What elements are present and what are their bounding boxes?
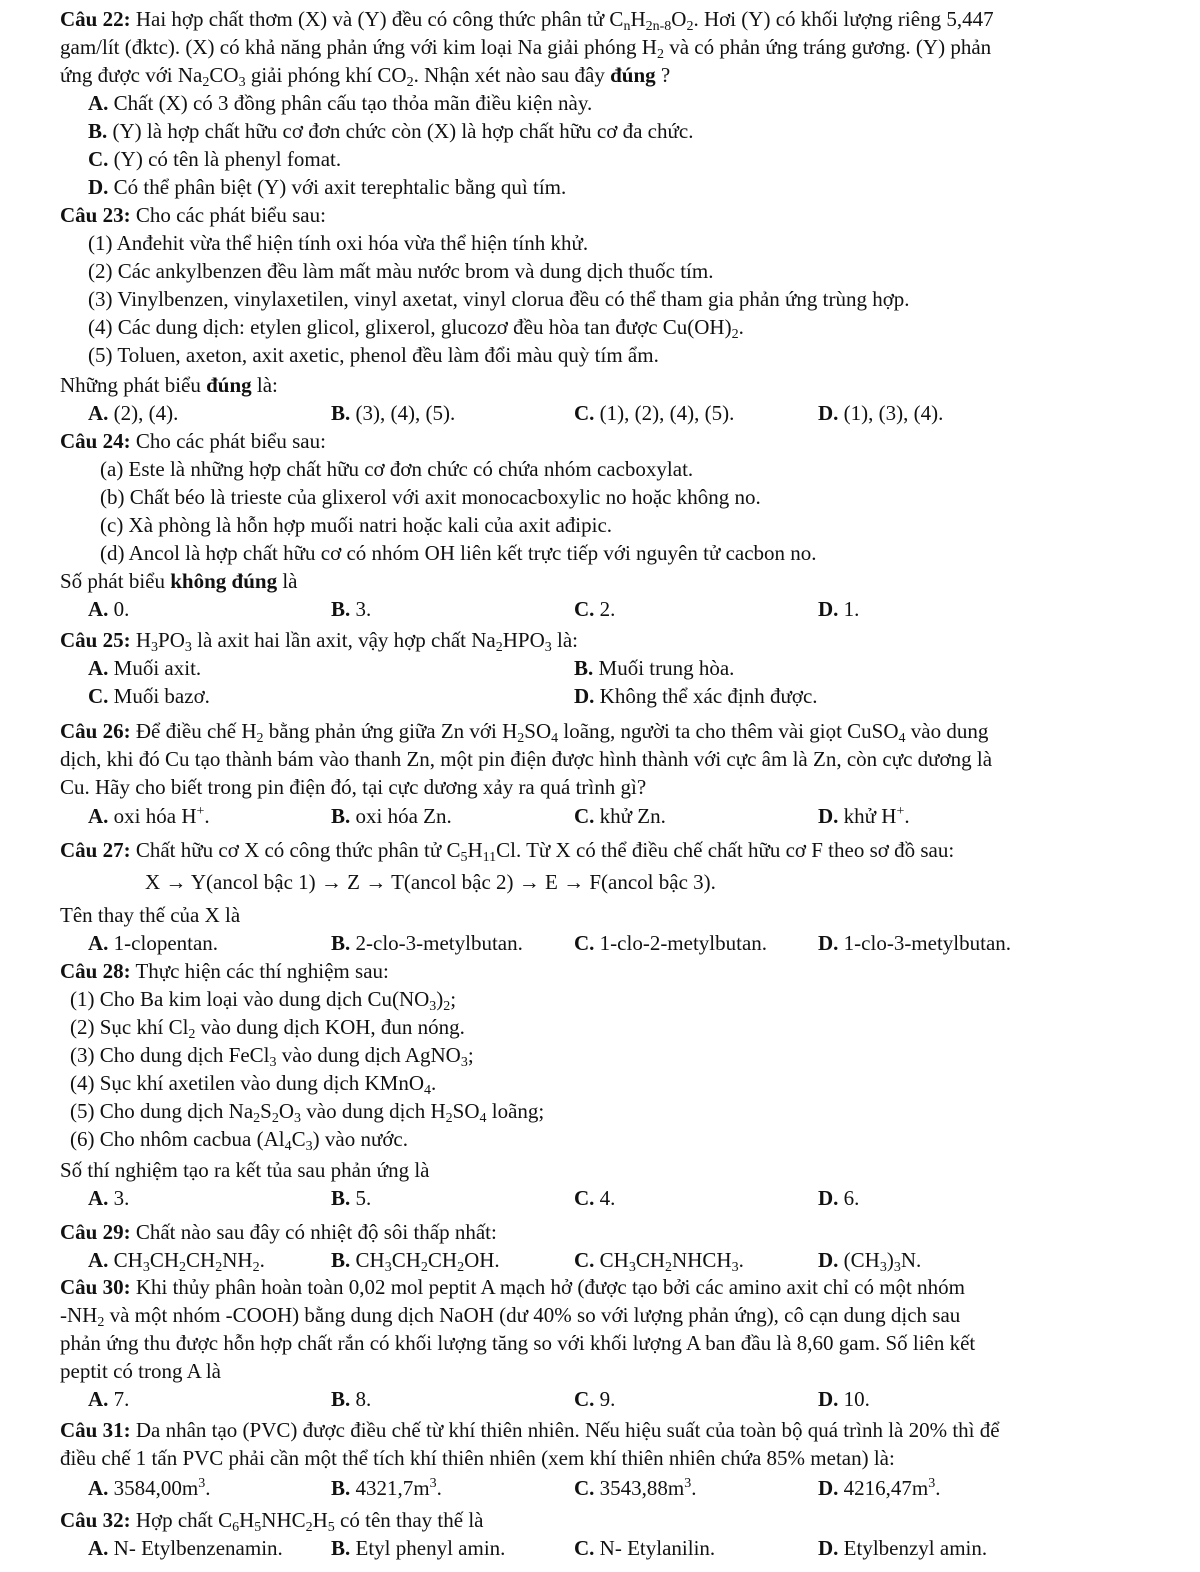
question-23-statement-1: (1) Anđehit vừa thể hiện tính oxi hóa vừa thể hiện tính khử. — [88, 231, 589, 255]
question-26-line-2: dịch, khi đó Cu tạo thành bám vào thanh Zn, một pin điện được hình thành với cực âm là Zn, còn cực dương là — [60, 747, 993, 771]
question-label: Câu 25: — [60, 628, 131, 652]
question-31-option-c[interactable]: C. $3543,88m^3$. — [574, 1476, 697, 1500]
question-25-option-a[interactable]: A. Muối axit. — [88, 656, 202, 680]
question-22-option-c[interactable]: C. (Y) có tên là phenyl fomat. — [88, 147, 342, 171]
question-label: Câu 22: — [60, 7, 131, 31]
question-label: Câu 30: — [60, 1275, 131, 1299]
question-label: Câu 27: — [60, 838, 131, 862]
question-28-statement-4: (4) Sục khí axetilen vào dung dịch KMnO$_4$. — [70, 1071, 437, 1098]
question-28-statement-5: (5) Cho dung dịch $Na_2S_2O_3$ vào dung dịch $H_2SO_4$ loãng; — [70, 1099, 545, 1126]
question-24-prompt: Số phát biểu không đúng là — [60, 569, 298, 593]
question-label: Câu 29: — [60, 1220, 131, 1244]
question-28-option-d[interactable]: D. 6. — [818, 1186, 860, 1210]
question-26-line-1: Câu 26: Để điều chế $H_2$ bằng phản ứng giữa Zn với $H_2SO_4$ loãng, người ta cho thêm vài giọt CuSO$_4$ vào dung — [60, 719, 989, 746]
question-29-option-c[interactable]: C. $CH_3CH_2NHCH_3$. — [574, 1248, 744, 1275]
question-29-option-a[interactable]: A. $CH_3CH_2CH_2NH_2$. — [88, 1248, 265, 1275]
question-31-line-2: điều chế 1 tấn PVC phải cần một thể tích khí thiên nhiên (xem khí thiên nhiên chứa 85% metan) là: — [60, 1446, 895, 1470]
question-28-prompt: Số thí nghiệm tạo ra kết tủa sau phản ứng là — [60, 1158, 430, 1182]
question-26-line-3: Cu. Hãy cho biết trong pin điện đó, tại cực dương xảy ra quá trình gì? — [60, 775, 647, 799]
question-32-option-b[interactable]: B. Etyl phenyl amin. — [331, 1536, 506, 1560]
question-32-line-1: Câu 32: Hợp chất $C_6H_5NHC_2H_5$ có tên thay thế là — [60, 1508, 484, 1535]
question-23-statement-4: (4) Các dung dịch: etylen glicol, glixerol, glucozơ đều hòa tan được $Cu(OH)_2$. — [88, 315, 744, 342]
question-24-option-d[interactable]: D. 1. — [818, 597, 860, 621]
question-32-option-a[interactable]: A. N- Etylbenzenamin. — [88, 1536, 283, 1560]
question-23-option-d[interactable]: D. (1), (3), (4). — [818, 401, 944, 425]
question-24-line-1: Câu 24: Cho các phát biểu sau: — [60, 429, 326, 453]
question-31-line-1: Câu 31: Da nhân tạo (PVC) được điều chế từ khí thiên nhiên. Nếu hiệu suất của toàn bộ quá trình là 20% thì để — [60, 1418, 1000, 1442]
question-27-prompt: Tên thay thế của X là — [60, 903, 241, 927]
question-22-option-b[interactable]: B. (Y) là hợp chất hữu cơ đơn chức còn (X) là hợp chất hữu cơ đa chức. — [88, 119, 694, 143]
question-23-prompt: Những phát biểu đúng là: — [60, 373, 278, 397]
question-29-line-1: Câu 29: Chất nào sau đây có nhiệt độ sôi thấp nhất: — [60, 1220, 497, 1244]
question-28-option-c[interactable]: C. 4. — [574, 1186, 616, 1210]
question-24-statement-a: (a) Este là những hợp chất hữu cơ đơn chức có chứa nhóm cacboxylat. — [100, 457, 694, 481]
question-27-option-d[interactable]: D. 1-clo-3-metylbutan. — [818, 931, 1012, 955]
question-23-option-c[interactable]: C. (1), (2), (4), (5). — [574, 401, 735, 425]
question-30-line-3: phản ứng thu được hỗn hợp chất rắn có khối lượng tăng so với khối lượng A ban đầu là 8,60 gam. Số liên kết — [60, 1331, 976, 1355]
question-25-option-b[interactable]: B. Muối trung hòa. — [574, 656, 735, 680]
question-23-line-1: Câu 23: Cho các phát biểu sau: — [60, 203, 326, 227]
question-22-option-a[interactable]: A. Chất (X) có 3 đồng phân cấu tạo thỏa mãn điều kiện này. — [88, 91, 593, 115]
question-32-option-c[interactable]: C. N- Etylanilin. — [574, 1536, 716, 1560]
question-28-option-b[interactable]: B. 5. — [331, 1186, 372, 1210]
question-label: Câu 23: — [60, 203, 131, 227]
question-28-statement-2: (2) Sục khí $Cl_2$ vào dung dịch KOH, đun nóng. — [70, 1015, 465, 1042]
question-31-option-a[interactable]: A. $3584,00m^3$. — [88, 1476, 211, 1500]
question-24-option-b[interactable]: B. 3. — [331, 597, 372, 621]
question-27-scheme: X → Y(ancol bậc 1) → Z → T(ancol bậc 2) → E → F(ancol bậc 3). — [145, 870, 716, 894]
question-label: Câu 32: — [60, 1508, 131, 1532]
question-26-option-c[interactable]: C. khử Zn. — [574, 804, 666, 828]
question-23-option-b[interactable]: B. (3), (4), (5). — [331, 401, 456, 425]
question-label: Câu 26: — [60, 719, 131, 743]
question-25-option-d[interactable]: D. Không thể xác định được. — [574, 684, 818, 708]
question-30-line-1: Câu 30: Khi thủy phân hoàn toàn 0,02 mol peptit A mạch hở (được tạo bởi các amino axit chỉ có một nhóm — [60, 1275, 965, 1299]
question-27-option-c[interactable]: C. 1-clo-2-metylbutan. — [574, 931, 768, 955]
question-23-statement-5: (5) Toluen, axeton, axit axetic, phenol đều làm đổi màu quỳ tím ẩm. — [88, 343, 659, 367]
question-28-line-1: Câu 28: Thực hiện các thí nghiệm sau: — [60, 959, 389, 983]
question-29-option-d[interactable]: D. $(CH_3)_3N$. — [818, 1248, 922, 1275]
question-23-option-a[interactable]: A. (2), (4). — [88, 401, 179, 425]
question-22-line-2: gam/lít (đktc). (X) có khả năng phản ứng với kim loại Na giải phóng $H_2$ và có phản ứng tráng gương. (Y) phản — [60, 35, 992, 62]
question-24-statement-c: (c) Xà phòng là hỗn hợp muối natri hoặc kali của axit ađipic. — [100, 513, 613, 537]
question-31-option-b[interactable]: B. $4321,7m^3$. — [331, 1476, 442, 1500]
question-26-option-a[interactable]: A. oxi hóa H+. — [88, 804, 210, 828]
question-30-option-a[interactable]: A. 7. — [88, 1387, 130, 1411]
question-23-statement-2: (2) Các ankylbenzen đều làm mất màu nước brom và dung dịch thuốc tím. — [88, 259, 714, 283]
question-31-option-d[interactable]: D. $4216,47m^3$. — [818, 1476, 941, 1500]
question-30-option-d[interactable]: D. 10. — [818, 1387, 870, 1411]
question-32-option-d[interactable]: D. Etylbenzyl amin. — [818, 1536, 988, 1560]
question-23-statement-3: (3) Vinylbenzen, vinylaxetilen, vinyl axetat, vinyl clorua đều có thể tham gia phản ứng trùng hợp. — [88, 287, 910, 311]
question-24-option-a[interactable]: A. 0. — [88, 597, 130, 621]
question-27-option-b[interactable]: B. 2-clo-3-metylbutan. — [331, 931, 523, 955]
question-27-option-a[interactable]: A. 1-clopentan. — [88, 931, 219, 955]
question-22-line-3: ứng được với $Na_2CO_3$ giải phóng khí $CO_2$. Nhận xét nào sau đây đúng ? — [60, 63, 671, 90]
question-25-option-c[interactable]: C. Muối bazơ. — [88, 684, 210, 708]
question-24-statement-b: (b) Chất béo là trieste của glixerol với axit monocacboxylic no hoặc không no. — [100, 485, 761, 509]
question-24-option-c[interactable]: C. 2. — [574, 597, 616, 621]
question-28-option-a[interactable]: A. 3. — [88, 1186, 130, 1210]
question-28-statement-6: (6) Cho nhôm cacbua $(Al_4C_3)$ vào nước. — [70, 1127, 408, 1154]
question-25-line-1: Câu 25: $H_3PO_3$ là axit hai lần axit, vậy hợp chất $Na_2HPO_3$ là: — [60, 628, 578, 655]
question-28-statement-3: (3) Cho dung dịch FeCl$_3$ vào dung dịch AgNO$_3$; — [70, 1043, 474, 1070]
question-29-option-b[interactable]: B. $CH_3CH_2CH_2OH$. — [331, 1248, 500, 1275]
question-24-statement-d: (d) Ancol là hợp chất hữu cơ có nhóm OH liên kết trực tiếp với nguyên tử cacbon no. — [100, 541, 817, 565]
question-22-line-1: Câu 22: Hai hợp chất thơm (X) và (Y) đều có công thức phân tử $C_nH_{2n-8}O_2$. Hơi (Y) có khối lượng riêng 5,447 — [60, 7, 994, 34]
question-26-option-d[interactable]: D. khử H+. — [818, 804, 910, 828]
question-label: Câu 31: — [60, 1418, 131, 1442]
question-label: Câu 24: — [60, 429, 131, 453]
question-30-line-4: peptit có trong A là — [60, 1359, 221, 1383]
question-30-option-b[interactable]: B. 8. — [331, 1387, 372, 1411]
question-22-option-d[interactable]: D. Có thể phân biệt (Y) với axit terephtalic bằng quì tím. — [88, 175, 567, 199]
question-30-option-c[interactable]: C. 9. — [574, 1387, 616, 1411]
question-30-line-2: $-NH_2$ và một nhóm -COOH) bằng dung dịch NaOH (dư 40% so với lượng phản ứng), cô cạn dung dịch sau — [60, 1303, 961, 1330]
question-27-line-1: Câu 27: Chất hữu cơ X có công thức phân tử $C_5H_{11}Cl$. Từ X có thể điều chế chất hữu cơ F theo sơ đồ sau: — [60, 838, 955, 865]
question-26-option-b[interactable]: B. oxi hóa Zn. — [331, 804, 452, 828]
question-28-statement-1: (1) Cho Ba kim loại vào dung dịch $Cu(NO_3)_2$; — [70, 987, 457, 1014]
question-label: Câu 28: — [60, 959, 131, 983]
